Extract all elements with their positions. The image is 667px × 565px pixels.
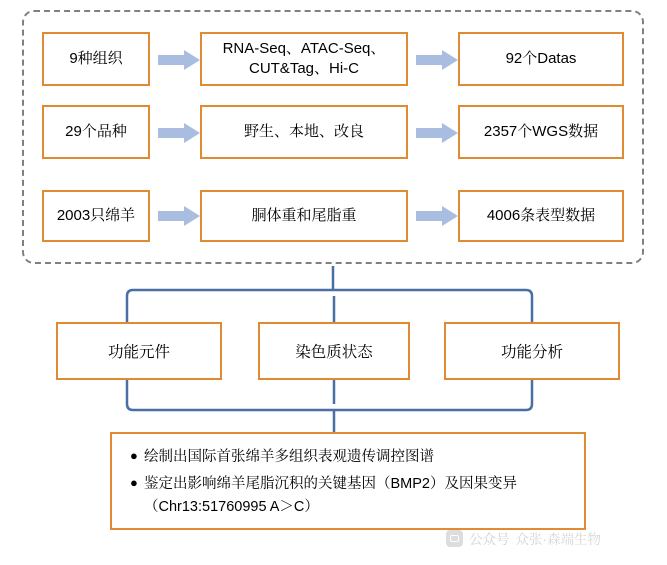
box-functional-analysis: [444, 322, 620, 380]
arrow-row1-right: [416, 50, 458, 70]
box-datasets: [458, 32, 624, 86]
box-breed-types-label: 野生、本地、改良: [243, 122, 364, 140]
conclusion-item-1: [130, 446, 570, 469]
arrow-row3-left: [158, 206, 200, 226]
watermark-text: 众张·森端生物: [515, 532, 601, 547]
box-chromatin-state: [258, 322, 410, 380]
bullet-icon: ●: [130, 448, 138, 463]
box-phenotype-data: [458, 190, 624, 242]
box-functional-elements: [56, 322, 222, 380]
box-breeds: [42, 105, 150, 159]
arrow-row2-left: [158, 123, 200, 143]
box-wgs-data: [458, 105, 624, 159]
box-breeds-label: 29个品种: [65, 122, 127, 140]
box-breed-types: [200, 105, 408, 159]
bullet-icon: ●: [130, 475, 138, 491]
arrow-row1-left: [158, 50, 200, 70]
conclusion-item-1-text: 绘制出国际首张绵羊多组织表观遗传调控图谱: [144, 449, 434, 465]
box-assays-label: RNA-Seq、ATAC-Seq、CUT&Tag、Hi-C: [222, 39, 386, 77]
box-tissues: [42, 32, 150, 86]
watermark-prefix: 公众号: [469, 532, 510, 547]
watermark: [446, 528, 601, 548]
watermark-badge-icon: [446, 530, 463, 547]
box-phenotype-data-label: 4006条表型数据: [486, 206, 596, 224]
box-sheep-count: [42, 190, 150, 242]
box-sheep-count-label: 2003只绵羊: [56, 206, 136, 224]
conclusion-item-2-text: 鉴定出影响绵羊尾脂沉积的关键基因（BMP2）及因果变异（Chr13:51760995 A＞C）: [144, 476, 517, 516]
box-functional-analysis-label: 功能分析: [500, 344, 563, 361]
box-functional-elements-label: 功能元件: [107, 344, 170, 361]
box-wgs-data-label: 2357个WGS数据: [483, 122, 599, 140]
arrow-row3-right: [416, 206, 458, 226]
box-assays: [200, 32, 408, 86]
box-traits: [200, 190, 408, 242]
arrow-row2-right: [416, 123, 458, 143]
box-datasets-label: 92个Datas: [505, 49, 577, 67]
conclusions-box: [110, 432, 586, 530]
box-chromatin-state-label: 染色质状态: [295, 344, 373, 361]
box-traits-label: 胴体重和尾脂重: [251, 206, 357, 224]
conclusion-item-2: [130, 473, 570, 519]
box-tissues-label: 9种组织: [69, 49, 123, 67]
